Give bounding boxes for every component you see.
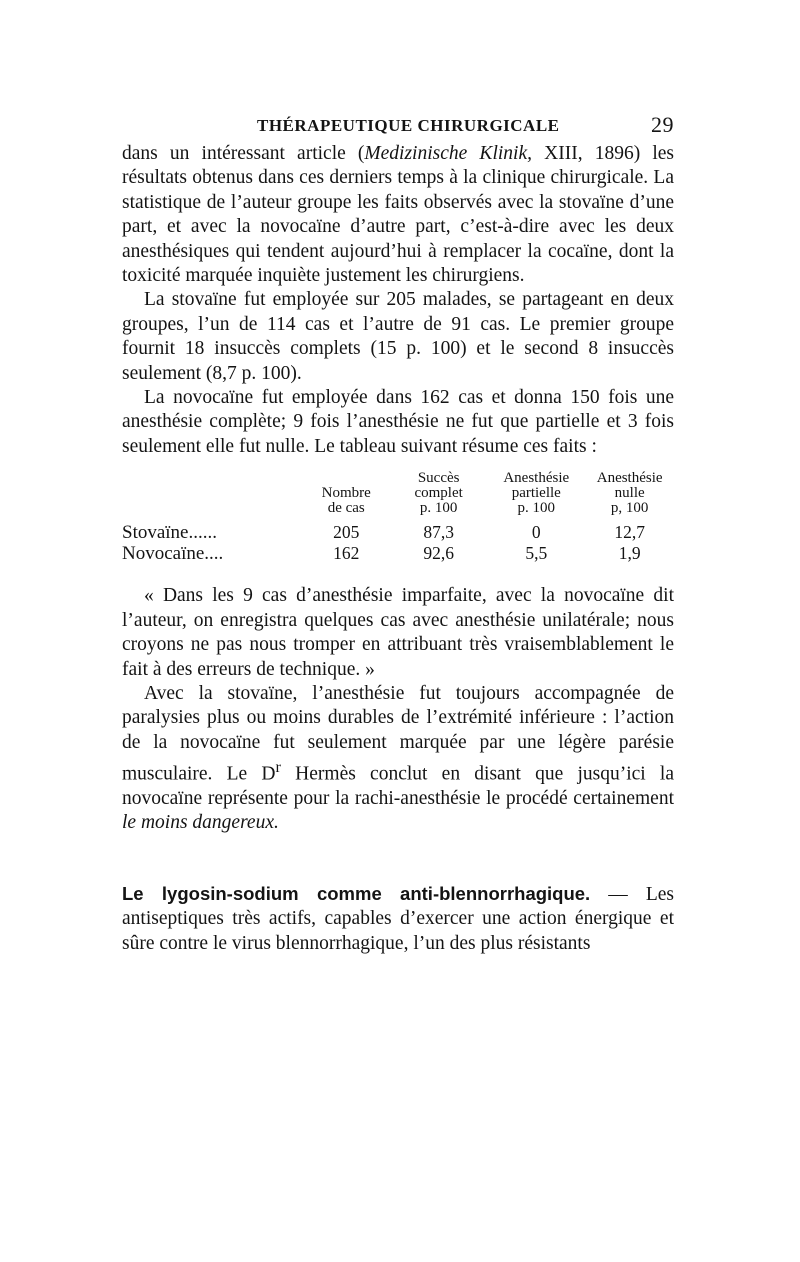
cell-success: 87,3 xyxy=(423,522,454,543)
page-number: 29 xyxy=(651,112,674,137)
paragraph-1-rest: XIII, 1896) les résultats obtenus dans ces derniers temps à la clinique chirurgicale. La statistique de l’auteur groupe les faits observés avec la stovaïne d’une part, et avec la novocaïne d’autre part, c’est-à-dire avec les deux anesthésiques qui tendent aujourd’hui à remplacer la cocaïne, dont la toxicité marquée inquiète justement les chirurgiens. xyxy=(122,143,674,287)
cell-cases: 162 xyxy=(333,543,360,564)
paragraph-3: La novocaïne fut employée dans 162 cas et donna 150 fois une anesthésie complète; 9 fois l’anesthésie ne fut que partielle et 3 fois seulement elle fut nulle. Le tableau suivant résume ces faits : xyxy=(122,387,674,457)
row-label: Stovaïne...... xyxy=(122,522,217,544)
cell-null: 1,9 xyxy=(618,543,641,564)
paragraph-1-start: dans un intéressant article ( xyxy=(122,143,365,164)
cell-partial: 0 xyxy=(531,522,541,543)
book-page xyxy=(122,112,674,956)
col-header-partial: Anesthésie partielle p. 100 xyxy=(503,470,570,517)
results-table xyxy=(122,471,674,564)
col-header-null: Anesthésie nulle p, 100 xyxy=(596,470,663,517)
quote-paragraph: « Dans les 9 cas d’anesthésie imparfaite, avec la novocaïne dit l’auteur, on enregistra quelques cas avec anesthésie unilatérale; nous croyons ne pas nous tromper en attribuant très vraisemblablement le fait à des erreurs de technique. » xyxy=(122,585,674,680)
table-row xyxy=(122,543,674,564)
section-title: Le lygosin-sodium comme anti-blennorrhagique. xyxy=(122,882,591,904)
section-text: — Les antiseptiques très actifs, capables d’exercer une action énergique et sûre contre le virus blennorrhagique, l’un des plus résistants xyxy=(122,883,674,954)
body-text xyxy=(122,142,674,956)
table-header-row xyxy=(122,471,674,522)
cell-cases: 205 xyxy=(333,522,360,543)
row-label: Novocaïne.... xyxy=(122,543,224,565)
paragraph-4-rest: Hermès conclut en disant que jusqu’ici la novocaïne représente pour la rachi-anesthésie le procédé certainement xyxy=(122,763,674,810)
table-row xyxy=(122,522,674,543)
running-title: THÉRAPEUTIQUE CHIRURGICALE xyxy=(257,116,560,135)
cell-partial: 5,5 xyxy=(525,543,548,564)
paragraph-4-start: Avec la stovaïne, l’anesthésie fut toujours accompagnée de paralysies plus ou moins durables de l’extrémité inférieure : l’action de la novocaïne fut seulement marquée par une légère parésie musculaire. Le D xyxy=(122,682,674,785)
emphasis-text: le moins dangereux. xyxy=(122,812,279,834)
section-paragraph xyxy=(122,882,674,956)
paragraph-1 xyxy=(122,142,674,288)
paragraph-4 xyxy=(122,682,674,836)
page-header xyxy=(122,112,674,142)
journal-title: Medizinische Klinik, xyxy=(364,143,532,164)
doctor-superscript: r xyxy=(275,758,281,777)
col-header-success: Succès complet p. 100 xyxy=(414,470,463,517)
section-separator xyxy=(122,836,674,882)
cell-success: 92,6 xyxy=(423,543,454,564)
paragraph-2: La stovaïne fut employée sur 205 malades, se partageant en deux groupes, l’un de 114 cas et l’autre de 91 cas. Le premier groupe fournit 18 insuccès complets (15 p. 100) et le second 8 insuccès seulement (8,7 p. 100). xyxy=(122,289,674,384)
table-corner xyxy=(122,471,302,522)
cell-null: 12,7 xyxy=(614,522,645,543)
col-header-cases: Nombre de cas xyxy=(321,485,371,517)
